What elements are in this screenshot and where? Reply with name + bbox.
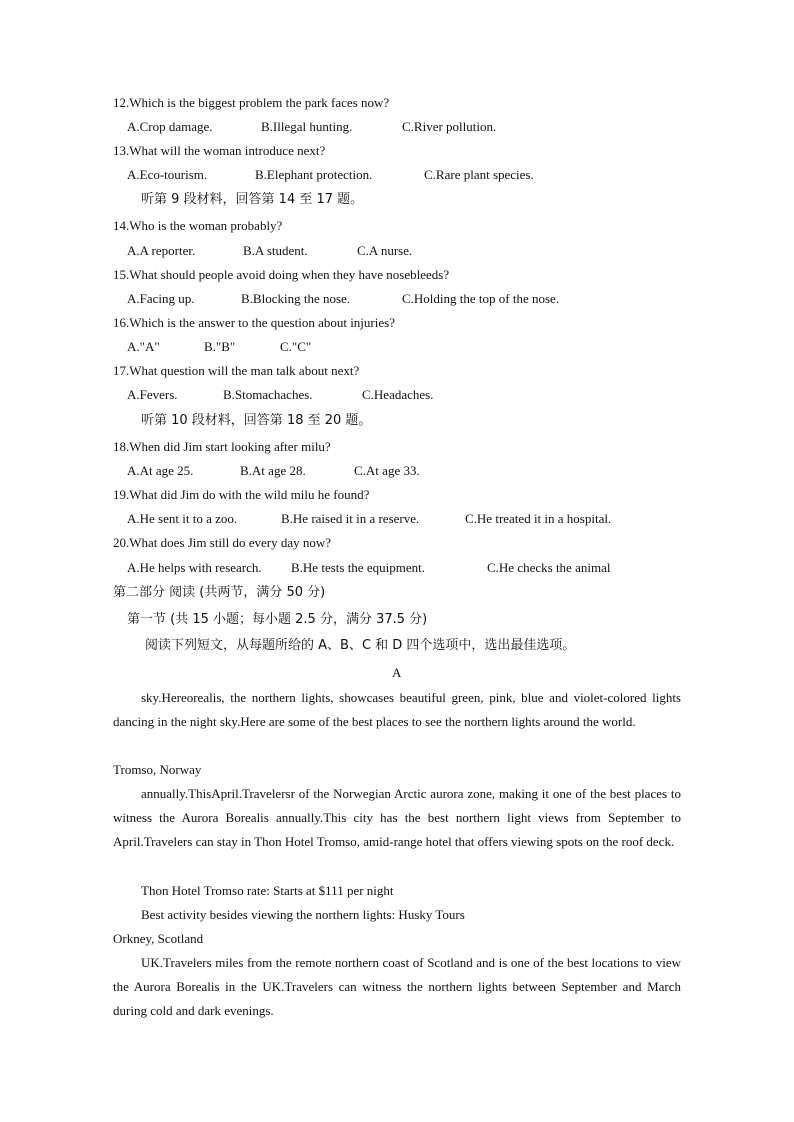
option-a: A.Fevers. [127, 387, 178, 402]
option-b: B.Elephant protection. [255, 167, 373, 182]
section-1-title: 第一节 (共 15 小题；每小题 2.5 分，满分 37.5 分) [127, 612, 428, 627]
option-b: B.Blocking the nose. [241, 291, 351, 306]
option-a: A.He helps with research. [127, 560, 262, 575]
option-b: B.He raised it in a reserve. [281, 511, 420, 526]
part-2-title: 第二部分 阅读 (共两节，满分 50 分) [113, 585, 326, 600]
place-heading-tromso: Tromso, Norway [113, 762, 202, 777]
option-a: A.Crop damage. [127, 119, 213, 134]
place-heading-orkney: Orkney, Scotland [113, 931, 204, 946]
option-b: B.A student. [243, 243, 308, 258]
option-a: A."A" [127, 339, 160, 354]
question-18: 18.When did Jim start looking after milu? [113, 439, 331, 454]
best-activity: Best activity besides viewing the northern lights: Husky Tours [141, 907, 465, 922]
option-a: A.Facing up. [127, 291, 195, 306]
place-body-orkney: UK.Travelers miles from the remote northern coast of Scotland and is one of the best locations to view the Aurora Borealis in the UK.Travelers can witness the northern lights between September and March during cold and dark evenings. [113, 955, 681, 1018]
option-b: B.Stomachaches. [223, 387, 313, 402]
option-c: C.At age 33. [354, 463, 420, 478]
option-c: C.Rare plant species. [424, 167, 534, 182]
passage-label: A [392, 665, 402, 680]
option-a: A.At age 25. [127, 463, 194, 478]
option-c: C.A nurse. [357, 243, 413, 258]
option-c: C.He treated it in a hospital. [465, 511, 612, 526]
option-c: C.Holding the top of the nose. [402, 291, 560, 306]
question-13: 13.What will the woman introduce next? [113, 143, 326, 158]
question-12: 12.Which is the biggest problem the park faces now? [113, 95, 390, 110]
question-15: 15.What should people avoid doing when they have nosebleeds? [113, 267, 450, 282]
option-b: B.Illegal hunting. [261, 119, 353, 134]
section-10-instruction: 听第 10 段材料，回答第 18 至 20 题。 [141, 413, 372, 428]
question-16: 16.Which is the answer to the question about injuries? [113, 315, 395, 330]
option-c: C.He checks the animal [487, 560, 611, 575]
option-a: A.He sent it to a zoo. [127, 511, 238, 526]
option-b: B.At age 28. [240, 463, 306, 478]
option-c: C.Headaches. [362, 387, 434, 402]
option-b: B."B" [204, 339, 236, 354]
question-17: 17.What question will the man talk about next? [113, 363, 360, 378]
option-a: A.Eco-tourism. [127, 167, 208, 182]
place-body-tromso: annually.ThisApril.Travelersr of the Norwegian Arctic aurora zone, making it one of the best places to witness the Aurora Borealis annually.This city has the best northern light views from September to April.Travelers can stay in Thon Hotel Tromso, amid-range hotel that offers viewing spots on the roof deck. [113, 786, 681, 849]
hotel-rate: Thon Hotel Tromso rate: Starts at $111 per night [141, 883, 394, 898]
option-b: B.He tests the equipment. [291, 560, 425, 575]
passage-intro: sky.Hereorealis, the northern lights, showcases beautiful green, pink, blue and violet-colored lights dancing in the night sky.Here are some of the best places to see the northern lights around the world. [113, 690, 681, 729]
option-c: C.River pollution. [402, 119, 497, 134]
question-20: 20.What does Jim still do every day now? [113, 535, 332, 550]
question-19: 19.What did Jim do with the wild milu he found? [113, 487, 370, 502]
section-9-instruction: 听第 9 段材料，回答第 14 至 17 题。 [141, 192, 364, 207]
reading-instruction: 阅读下列短文，从每题所给的 A、B、C 和 D 四个选项中，选出最佳选项。 [145, 638, 576, 653]
question-14: 14.Who is the woman probably? [113, 218, 283, 233]
option-c: C."C" [280, 339, 312, 354]
option-a: A.A reporter. [127, 243, 196, 258]
